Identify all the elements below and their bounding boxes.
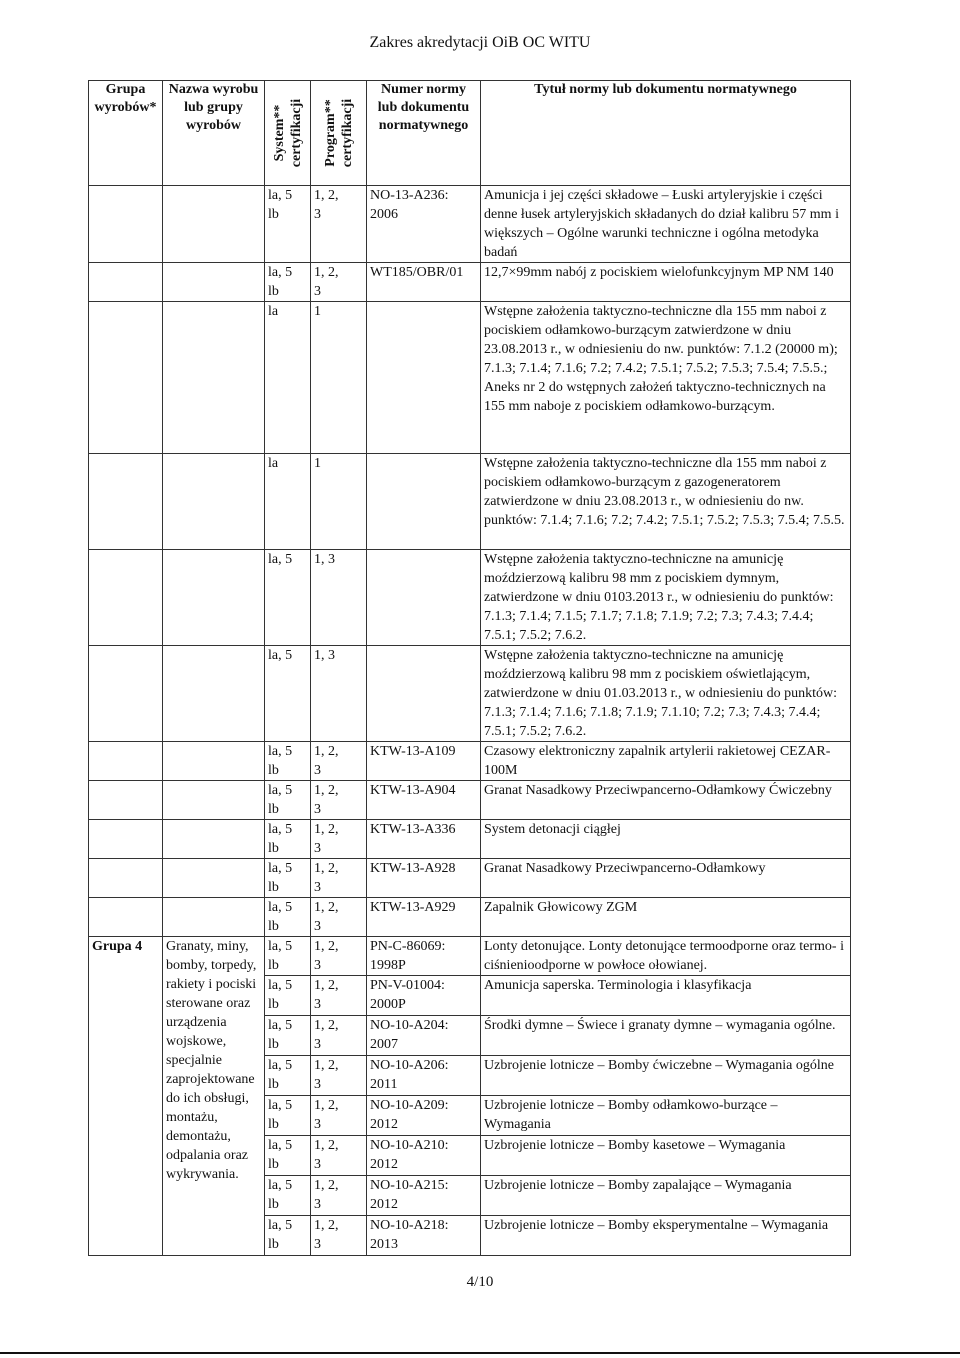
system-cell: la, 5 lb (265, 781, 311, 820)
system-cell: la, 5 lb (265, 1136, 311, 1176)
system-cell: la (265, 454, 311, 550)
title-cell: Amunicja saperska. Terminologia i klasyfikacja (481, 976, 851, 1016)
title-cell: Uzbrojenie lotnicze – Bomby eksperymentalne – Wymagania (481, 1216, 851, 1256)
system-cell: la, 5 lb (265, 1216, 311, 1256)
system-cell: la, 5 lb (265, 1096, 311, 1136)
table-row (89, 820, 851, 859)
empty-group-cell (89, 859, 163, 898)
empty-product-cell (163, 781, 265, 820)
number-cell: NO-10-A210: 2012 (367, 1136, 481, 1176)
number-cell (367, 454, 481, 550)
empty-product-cell (163, 859, 265, 898)
program-cell: 1, 2, 3 (311, 1056, 367, 1096)
program-cell: 1, 2, 3 (311, 898, 367, 937)
system-cell: la, 5 lb (265, 1176, 311, 1216)
program-cell: 1, 3 (311, 646, 367, 742)
system-cell: la, 5 (265, 550, 311, 646)
empty-group-cell (89, 263, 163, 302)
system-cell: la, 5 lb (265, 859, 311, 898)
system-cell: la, 5 lb (265, 186, 311, 263)
title-cell: Wstępne założenia taktyczno-techniczne na amunicję moździerzową kalibru 98 mm z pociskiem dymnym, zatwierdzone w dniu 0103.2013 r., w odniesieniu do punktów: 7.1.3; 7.1.4; 7.1.5; 7.1.7; 7.1.8; 7.1.9; 7.2; 7.3; 7.4.3; 7.4.4; 7.5.1; 7.5.2; 7.6.2. (481, 550, 851, 646)
program-cell: 1 (311, 454, 367, 550)
empty-product-cell (163, 186, 265, 263)
empty-group-cell (89, 186, 163, 263)
number-cell (367, 646, 481, 742)
table-row (89, 454, 851, 550)
system-cell: la, 5 lb (265, 976, 311, 1016)
program-cell: 1, 2, 3 (311, 186, 367, 263)
bottom-rule (0, 1352, 960, 1354)
title-cell: Uzbrojenie lotnicze – Bomby kasetowe – Wymagania (481, 1136, 851, 1176)
program-cell: 1, 2, 3 (311, 1176, 367, 1216)
page-number: 4/10 (466, 1274, 494, 1290)
number-cell: NO-10-A215: 2012 (367, 1176, 481, 1216)
header-program: Program** certyfikacji (311, 81, 367, 186)
empty-product-cell (163, 263, 265, 302)
table-row (89, 781, 851, 820)
number-cell: NO-10-A204: 2007 (367, 1016, 481, 1056)
table-row (89, 550, 851, 646)
title-cell: Granat Nasadkowy Przeciwpancerno-Odłamkowy (481, 859, 851, 898)
table-row (89, 859, 851, 898)
title-cell: 12,7×99mm nabój z pociskiem wielofunkcyjnym MP NM 140 (481, 263, 851, 302)
system-cell: la, 5 lb (265, 820, 311, 859)
table-row (89, 937, 851, 976)
title-cell: Środki dymne – Świece i granaty dymne – wymagania ogólne. (481, 1016, 851, 1056)
header-numer: Numer normy lub dokumentu normatywnego (367, 81, 481, 186)
program-cell: 1, 2, 3 (311, 820, 367, 859)
number-cell: KTW-13-A109 (367, 742, 481, 781)
program-cell: 1, 2, 3 (311, 1016, 367, 1056)
program-cell: 1, 2, 3 (311, 742, 367, 781)
empty-product-cell (163, 898, 265, 937)
title-cell: Lonty detonujące. Lonty detonujące termoodporne oraz termo- i ciśnienioodporne w powłoce ołowianej. (481, 937, 851, 976)
program-cell: 1, 2, 3 (311, 1136, 367, 1176)
program-cell: 1, 2, 3 (311, 976, 367, 1016)
system-cell: la, 5 (265, 646, 311, 742)
header-tytul: Tytuł normy lub dokumentu normatywnego (481, 81, 851, 186)
number-cell: KTW-13-A929 (367, 898, 481, 937)
title-cell: Zapalnik Głowicowy ZGM (481, 898, 851, 937)
empty-product-cell (163, 550, 265, 646)
empty-product-cell (163, 646, 265, 742)
group-name: Grupa 4 (89, 937, 163, 1256)
title-cell: Czasowy elektroniczny zapalnik artylerii rakietowej CEZAR-100M (481, 742, 851, 781)
program-cell: 1, 2, 3 (311, 937, 367, 976)
empty-group-cell (89, 898, 163, 937)
group-product: Granaty, miny, bomby, torpedy, rakiety i pociski sterowane oraz urządzenia wojskowe, specjalnie zaprojektowane do ich obsługi, montażu, demontażu, odpalania oraz wykrywania. (163, 937, 265, 1256)
number-cell: NO-13-A236: 2006 (367, 186, 481, 263)
header-nazwa: Nazwa wyrobu lub grupy wyrobów (163, 81, 265, 186)
title-cell: System detonacji ciągłej (481, 820, 851, 859)
table-row (89, 646, 851, 742)
empty-group-cell (89, 550, 163, 646)
empty-product-cell (163, 302, 265, 454)
title-cell: Granat Nasadkowy Przeciwpancerno-Odłamkowy Ćwiczebny (481, 781, 851, 820)
empty-product-cell (163, 742, 265, 781)
program-cell: 1 (311, 302, 367, 454)
empty-group-cell (89, 742, 163, 781)
table-row (89, 302, 851, 454)
program-cell: 1, 2, 3 (311, 859, 367, 898)
header-system: System** certyfikacji (265, 81, 311, 186)
number-cell: NO-10-A206: 2011 (367, 1056, 481, 1096)
number-cell: PN-C-86069: 1998P (367, 937, 481, 976)
empty-group-cell (89, 302, 163, 454)
number-cell: KTW-13-A904 (367, 781, 481, 820)
program-cell: 1, 2, 3 (311, 1096, 367, 1136)
accreditation-table (88, 80, 851, 1256)
program-cell: 1, 2, 3 (311, 781, 367, 820)
title-cell: Wstępne założenia taktyczno-techniczne na amunicję moździerzową kalibru 98 mm z pociskiem oświetlającym, zatwierdzone w dniu 01.03.2013 r., w odniesieniu do punktów: 7.1.3; 7.1.4; 7.1.6; 7.1.8; 7.1.9; 7.1.10; 7.2; 7.3; 7.4.3; 7.4.4; 7.5.1; 7.5.2; 7.6.2. (481, 646, 851, 742)
empty-group-cell (89, 646, 163, 742)
table-row (89, 263, 851, 302)
number-cell: PN-V-01004: 2000P (367, 976, 481, 1016)
system-cell: la, 5 lb (265, 263, 311, 302)
title-cell: Uzbrojenie lotnicze – Bomby zapalające – Wymagania (481, 1176, 851, 1216)
table-header-row (89, 81, 851, 186)
title-cell: Uzbrojenie lotnicze – Bomby ćwiczebne – Wymagania ogólne (481, 1056, 851, 1096)
system-cell: la, 5 lb (265, 742, 311, 781)
system-cell: la, 5 lb (265, 937, 311, 976)
title-cell: Wstępne założenia taktyczno-techniczne dla 155 mm naboi z pociskiem odłamkowo-burzącym zatwierdzone w dniu 23.08.2013 r., w odniesieniu do nw. punktów: 7.1.2 (20000 m); 7.1.3; 7.1.4; 7.1.6; 7.2; 7.4.2; 7.5.1; 7.5.2; 7.5.3; 7.5.4; 7.5.5.; Aneks nr 2 do wstępnych założeń taktyczno-technicznych na 155 mm naboje z pociskiem odłamkowo-burzącym. (481, 302, 851, 454)
table-row (89, 898, 851, 937)
system-cell: la, 5 lb (265, 898, 311, 937)
number-cell (367, 302, 481, 454)
title-cell: Wstępne założenia taktyczno-techniczne dla 155 mm naboi z pociskiem odłamkowo-burzącym z gazogeneratorem zatwierdzone w dniu 23.08.2013 r., w odniesieniu do nw. punktów: 7.1.4; 7.1.6; 7.2; 7.4.2; 7.5.1; 7.5.2; 7.5.3; 7.5.4; 7.5.5. (481, 454, 851, 550)
number-cell (367, 550, 481, 646)
empty-group-cell (89, 820, 163, 859)
program-cell: 1, 2, 3 (311, 263, 367, 302)
title-cell: Uzbrojenie lotnicze – Bomby odłamkowo-burzące – Wymagania (481, 1096, 851, 1136)
system-cell: la, 5 lb (265, 1016, 311, 1056)
program-cell: 1, 3 (311, 550, 367, 646)
system-cell: la (265, 302, 311, 454)
number-cell: NO-10-A209: 2012 (367, 1096, 481, 1136)
empty-group-cell (89, 454, 163, 550)
number-cell: KTW-13-A336 (367, 820, 481, 859)
header-grupa: Grupa wyrobów* (89, 81, 163, 186)
page-title: Zakres akredytacji OiB OC WITU (369, 34, 591, 51)
program-cell: 1, 2, 3 (311, 1216, 367, 1256)
system-cell: la, 5 lb (265, 1056, 311, 1096)
empty-product-cell (163, 454, 265, 550)
table-row (89, 742, 851, 781)
empty-group-cell (89, 781, 163, 820)
number-cell: WT185/OBR/01 (367, 263, 481, 302)
empty-product-cell (163, 820, 265, 859)
title-cell: Amunicja i jej części składowe – Łuski artyleryjskie i części denne łusek artyleryjskich składanych do dział kalibru 57 mm i większych – Ogólne warunki techniczne i ogólna metodyka badań (481, 186, 851, 263)
number-cell: KTW-13-A928 (367, 859, 481, 898)
number-cell: NO-10-A218: 2013 (367, 1216, 481, 1256)
table-row (89, 186, 851, 263)
